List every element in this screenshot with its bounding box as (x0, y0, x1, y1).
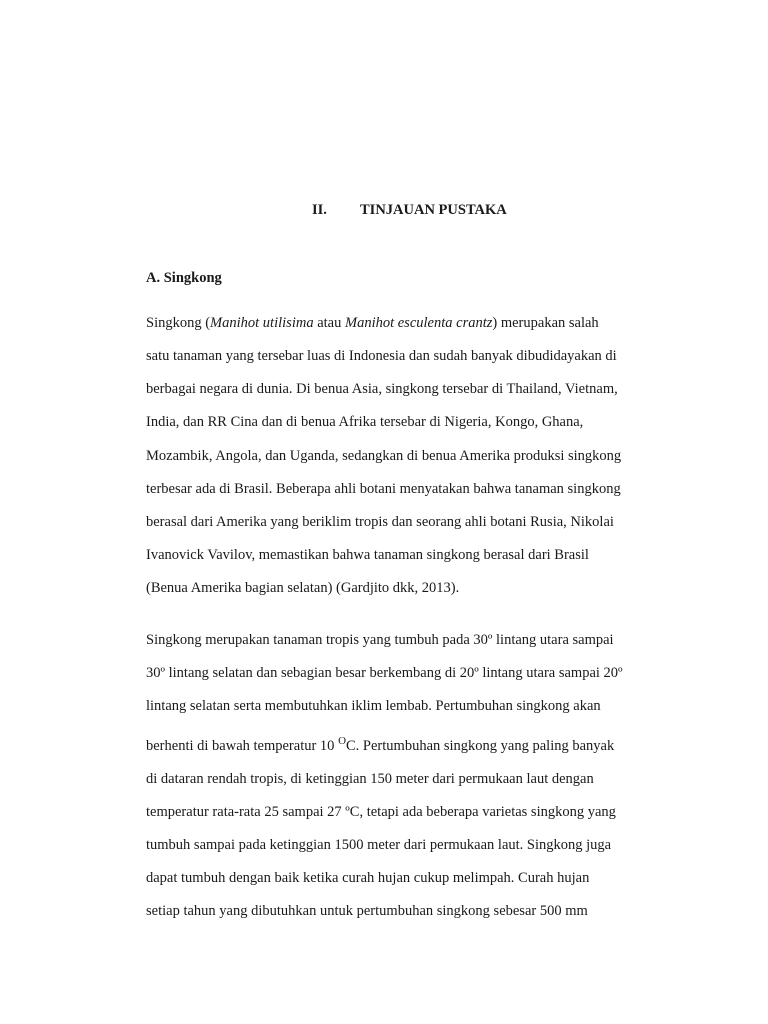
text-run: berhenti di bawah temperatur 10 (146, 738, 339, 754)
text-run: atau (313, 315, 345, 331)
paragraph-2-line-2: 30º lintang selatan dan sebagian besar berkembang di 20º lintang utara sampai 20º (146, 665, 623, 681)
degree-superscript: O (338, 735, 347, 747)
paragraph-2-line-3: lintang selatan serta membutuhkan iklim lembab. Pertumbuhan singkong akan (146, 698, 601, 714)
scientific-name: Manihot esculenta crantz (344, 315, 493, 331)
paragraph-1-line-6: terbesar ada di Brasil. Beberapa ahli botani menyatakan bahwa tanaman singkong (146, 481, 621, 497)
paragraph-2-line-5: di dataran rendah tropis, di ketinggian 150 meter dari permukaan laut dengan (146, 771, 594, 787)
text-run: ) merupakan salah (492, 315, 599, 331)
chapter-title: TINJAUAN PUSTAKA (360, 202, 507, 218)
text-run: Singkong ( (146, 315, 211, 331)
paragraph-1-line-1 (146, 313, 599, 333)
paragraph-2-line-1: Singkong merupakan tanaman tropis yang tumbuh pada 30º lintang utara sampai (146, 632, 614, 648)
paragraph-2-line-4 (146, 736, 614, 756)
paragraph-1-line-5: Mozambik, Angola, dan Uganda, sedangkan di benua Amerika produksi singkong (146, 448, 622, 464)
paragraph-2-line-7: tumbuh sampai pada ketinggian 1500 meter dari permukaan laut. Singkong juga (146, 837, 612, 853)
paragraph-1-line-9: (Benua Amerika bagian selatan) (Gardjito dkk, 2013). (146, 580, 460, 596)
paragraph-1-line-8: Ivanovick Vavilov, memastikan bahwa tanaman singkong berasal dari Brasil (146, 547, 589, 563)
text-run: C. Pertumbuhan singkong yang paling banyak (346, 738, 615, 754)
section-heading: A. Singkong (146, 270, 222, 286)
paragraph-1-line-7: berasal dari Amerika yang beriklim tropis dan seorang ahli botani Rusia, Nikolai (146, 514, 614, 530)
paragraph-1-line-4: India, dan RR Cina dan di benua Afrika tersebar di Nigeria, Kongo, Ghana, (146, 414, 584, 430)
paragraph-2-line-6: temperatur rata-rata 25 sampai 27 ºC, tetapi ada beberapa varietas singkong yang (146, 804, 616, 820)
scientific-name: Manihot utilisima (210, 315, 314, 331)
paragraph-1-line-3: berbagai negara di dunia. Di benua Asia, singkong tersebar di Thailand, Vietnam, (146, 381, 618, 397)
chapter-number: II. (312, 202, 327, 218)
paragraph-1-line-2: satu tanaman yang tersebar luas di Indonesia dan sudah banyak dibudidayakan di (146, 348, 617, 364)
paragraph-2-line-9: setiap tahun yang dibutuhkan untuk pertumbuhan singkong sebesar 500 mm (146, 903, 588, 919)
paragraph-2-line-8: dapat tumbuh dengan baik ketika curah hujan cukup melimpah. Curah hujan (146, 870, 590, 886)
chapter-heading (312, 202, 507, 219)
